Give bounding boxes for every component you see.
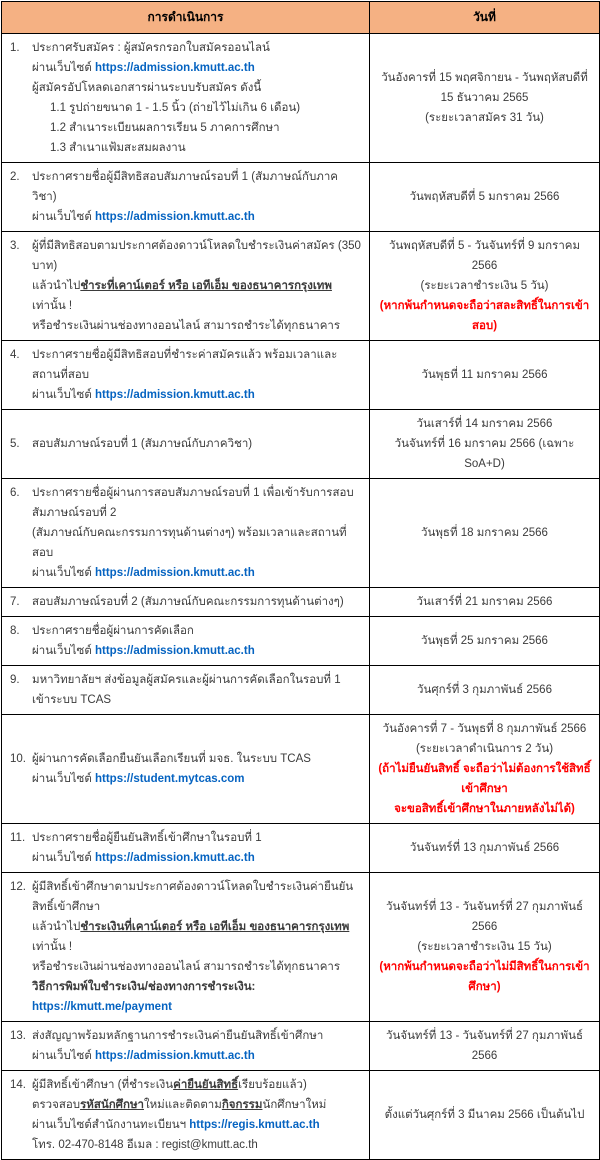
action-line — [10, 1075, 361, 1095]
action-line — [10, 236, 361, 276]
action-line — [10, 592, 361, 612]
date-cell — [370, 163, 600, 232]
action-cell — [2, 873, 370, 1022]
action-cell — [2, 666, 370, 715]
text: ผู้ผ่านการคัดเลือกยืนยันเลือกเรียนที่ มจธ. ในระบบ TCAS — [32, 753, 311, 765]
text: หรือชำระเงินผ่านช่องทางออนไลน์ สามารถชำระได้ทุกธนาคาร — [32, 961, 341, 973]
text: ผ่านเว็บไซต์ — [32, 567, 95, 579]
date-cell — [370, 588, 600, 617]
table-row — [2, 1071, 600, 1160]
table-row — [2, 341, 600, 410]
action-line — [10, 1026, 361, 1046]
row-number: 1. — [10, 42, 20, 54]
date-cell — [370, 666, 600, 715]
date-text: วันอังคารที่ 7 - วันพุธที่ 8 กุมภาพันธ์ 2566 — [382, 723, 587, 735]
date-cell — [370, 232, 600, 341]
text: โทร. 02-470-8148 อีเมล : regist@kmutt.ac.th — [32, 1139, 258, 1151]
row-number: 8. — [10, 625, 20, 637]
row-number: 5. — [10, 438, 20, 450]
text: เท่านั้น ! — [32, 300, 73, 312]
action-line — [10, 977, 361, 1017]
date-cell — [370, 1022, 600, 1071]
date-warning-text: (หากพ้นกำหนดจะถือว่าไม่มีสิทธิ์ในการเข้าศึกษา) — [379, 961, 590, 993]
row-number: 10. — [10, 753, 26, 765]
action-cell — [2, 163, 370, 232]
date-text: วันพุธที่ 11 มกราคม 2566 — [421, 369, 548, 381]
hyperlink[interactable]: https://kmutt.me/payment — [32, 1001, 172, 1013]
action-line — [10, 167, 361, 207]
text: ผ่านเว็บไซต์ — [32, 645, 95, 657]
row-number: 13. — [10, 1030, 26, 1042]
text: ผ่านเว็บไซต์ — [32, 389, 95, 401]
text: ผู้สมัครอัปโหลดเอกสารผ่านระบบรับสมัคร ดังนี้ — [32, 82, 262, 94]
text: ผ่านเว็บไซต์ — [32, 852, 95, 864]
action-line — [10, 1115, 361, 1135]
row-number: 12. — [10, 881, 26, 893]
action-line — [10, 385, 361, 405]
emphasized-underline-text: กิจกรรม — [221, 1099, 263, 1111]
text: แล้วนำไป — [32, 921, 81, 933]
action-line — [10, 207, 361, 227]
date-warning-text: (ถ้าไม่ยืนยันสิทธิ์ จะถือว่าไม่ต้องการใช้สิทธิ์เข้าศึกษา — [378, 763, 591, 795]
text: ประกาศรายชื่อผู้มีสิทธิสอบสัมภาษณ์รอบที่ 1 (สัมภาษณ์กับภาควิชา) — [32, 171, 338, 203]
action-line — [10, 957, 361, 977]
action-line — [10, 670, 361, 710]
table-row — [2, 1022, 600, 1071]
date-text: วันจันทร์ที่ 13 - วันจันทร์ที่ 27 กุมภาพันธ์ 2566 — [386, 901, 583, 933]
action-line — [10, 877, 361, 917]
action-line — [10, 1095, 361, 1115]
date-text: วันศุกร์ที่ 3 กุมภาพันธ์ 2566 — [417, 684, 552, 696]
action-cell — [2, 1022, 370, 1071]
action-line — [10, 434, 361, 454]
action-line — [10, 78, 361, 98]
text: ผู้มีสิทธิ์เข้าศึกษาตามประกาศต้องดาวน์โหลดใบชำระเงินค่ายืนยันสิทธิ์เข้าศึกษา — [32, 881, 354, 913]
row-number: 14. — [10, 1079, 26, 1091]
text: ตรวจสอบ — [32, 1099, 81, 1111]
date-text: วันอังคารที่ 15 พฤศจิกายน - วันพฤหัสบดีที่ 15 ธันวาคม 2565 — [381, 72, 588, 104]
hyperlink[interactable]: https://admission.kmutt.ac.th — [95, 1050, 255, 1062]
table-row — [2, 479, 600, 588]
date-text: วันพุธที่ 25 มกราคม 2566 — [421, 635, 548, 647]
text: ประกาศรับสมัคร : ผู้สมัครกรอกใบสมัครออนไลน์ — [32, 42, 270, 54]
action-cell — [2, 715, 370, 824]
date-text: วันพฤหัสบดีที่ 5 มกราคม 2566 — [409, 191, 560, 203]
text: 1.1 รูปถ่ายขนาด 1 - 1.5 นิ้ว (ถ่ายไว้ไม่เกิน 6 เดือน) — [50, 102, 301, 114]
text: ประกาศรายชื่อผู้ผ่านการสอบสัมภาษณ์รอบที่ 1 เพื่อเข้ารับการสอบสัมภาษณ์รอบที่ 2 — [32, 487, 354, 519]
table-row — [2, 410, 600, 479]
action-line — [10, 1046, 361, 1066]
date-cell — [370, 34, 600, 163]
text: ผู้ที่มีสิทธิสอบตามประกาศต้องดาวน์โหลดใบชำระเงินค่าสมัคร (350 บาท) — [32, 240, 361, 272]
text: สอบสัมภาษณ์รอบที่ 2 (สัมภาษณ์กับคณะกรรมการทุนด้านต่างๆ) — [32, 596, 344, 608]
text: ผ่านเว็บไซต์ — [32, 62, 95, 74]
date-text: ตั้งแต่วันศุกร์ที่ 3 มีนาคม 2566 เป็นต้นไป — [384, 1109, 585, 1121]
table-row — [2, 824, 600, 873]
action-line — [10, 523, 361, 563]
row-number: 2. — [10, 171, 20, 183]
row-number: 6. — [10, 487, 20, 499]
date-text: วันจันทร์ที่ 16 มกราคม 2566 (เฉพาะ SoA+D) — [394, 438, 575, 470]
date-cell — [370, 617, 600, 666]
row-number: 9. — [10, 674, 20, 686]
emphasized-underline-text: ชำระที่เคาน์เตอร์ หรือ เอทีเอ็ม ของธนาคารกรุงเทพ — [80, 280, 332, 292]
date-cell — [370, 479, 600, 588]
date-cell — [370, 1071, 600, 1160]
hyperlink[interactable]: https://admission.kmutt.ac.th — [95, 645, 255, 657]
date-cell — [370, 824, 600, 873]
date-text: (ระยะเวลาชำระเงิน 5 วัน) — [420, 280, 549, 292]
action-line — [10, 828, 361, 848]
action-cell — [2, 410, 370, 479]
table-row — [2, 715, 600, 824]
hyperlink[interactable]: https://regis.kmutt.ac.th — [189, 1119, 320, 1131]
action-cell — [2, 341, 370, 410]
date-text: วันพฤหัสบดีที่ 5 - วันจันทร์ที่ 9 มกราคม 2566 — [388, 240, 581, 272]
date-text: วันจันทร์ที่ 13 กุมภาพันธ์ 2566 — [409, 842, 560, 854]
row-number: 11. — [10, 832, 26, 844]
text: ส่งสัญญาพร้อมหลักฐานการชำระเงินค่ายืนยันสิทธิ์เข้าศึกษา — [32, 1030, 324, 1042]
header-row — [2, 2, 600, 34]
action-line — [10, 848, 361, 868]
date-warning-text: (หากพ้นกำหนดจะถือว่าสละสิทธิ์ในการเข้าสอบ) — [379, 300, 590, 332]
table-header — [2, 2, 600, 34]
action-line — [10, 641, 361, 661]
date-cell — [370, 410, 600, 479]
action-line — [10, 769, 361, 789]
action-line — [10, 749, 361, 769]
table-row — [2, 873, 600, 1022]
action-line — [10, 563, 361, 583]
action-cell — [2, 34, 370, 163]
action-cell — [2, 1071, 370, 1160]
row-number: 7. — [10, 596, 20, 608]
text: สอบสัมภาษณ์รอบที่ 1 (สัมภาษณ์กับภาควิชา) — [32, 438, 253, 450]
emphasized-underline-text: รหัสนักศึกษา — [80, 1099, 144, 1111]
action-cell — [2, 824, 370, 873]
admission-schedule-table — [1, 1, 600, 1160]
text: ผ่านเว็บไซต์ — [32, 1050, 95, 1062]
hyperlink[interactable]: https://admission.kmutt.ac.th — [95, 211, 255, 223]
date-cell — [370, 341, 600, 410]
table-row — [2, 34, 600, 163]
action-line — [10, 316, 361, 336]
bold-text: วิธีการพิมพ์ใบชำระเงิน/ช่องทางการชำระเงิน: — [32, 981, 256, 993]
header-date-column: วันที่ — [370, 2, 600, 34]
table-row — [2, 617, 600, 666]
action-line — [10, 917, 361, 957]
text: มหาวิทยาลัยฯ ส่งข้อมูลผู้สมัครและผู้ผ่านการคัดเลือกในรอบที่ 1 เข้าระบบ TCAS — [32, 674, 341, 706]
hyperlink[interactable]: https://student.mytcas.com — [95, 773, 245, 785]
row-number: 3. — [10, 240, 20, 252]
date-text: วันเสาร์ที่ 14 มกราคม 2566 — [416, 418, 553, 430]
table-row — [2, 232, 600, 341]
action-cell — [2, 617, 370, 666]
date-text: (ระยะเวลาดำเนินการ 2 วัน) — [415, 743, 554, 755]
action-cell — [2, 479, 370, 588]
hyperlink[interactable]: https://admission.kmutt.ac.th — [95, 389, 255, 401]
text: ใหม่และติดตาม — [143, 1099, 222, 1111]
text: 1.2 สำเนาระเบียนผลการเรียน 5 ภาคการศึกษา — [50, 122, 280, 134]
text: ประกาศรายชื่อผู้มีสิทธิสอบที่ชำระค่าสมัครแล้ว พร้อมเวลาและสถานที่สอบ — [32, 349, 338, 381]
text: 1.3 สำเนาแฟ้มสะสมผลงาน — [50, 142, 186, 154]
action-line — [10, 138, 361, 158]
text: ประกาศรายชื่อผู้ยืนยันสิทธิ์เข้าศึกษาในรอบที่ 1 — [32, 832, 262, 844]
table-row — [2, 588, 600, 617]
date-text: วันเสาร์ที่ 21 มกราคม 2566 — [416, 596, 553, 608]
hyperlink[interactable]: https://admission.kmutt.ac.th — [95, 567, 255, 579]
action-line — [10, 38, 361, 58]
text: นักศึกษาใหม่ — [262, 1099, 327, 1111]
emphasized-underline-text: ค่ายืนยันสิทธิ์ — [173, 1079, 239, 1091]
text: ผ่านเว็บไซต์ — [32, 211, 95, 223]
action-line — [10, 276, 361, 316]
action-cell — [2, 232, 370, 341]
action-line — [10, 345, 361, 385]
date-text: (ระยะเวลาสมัคร 31 วัน) — [425, 112, 544, 124]
header-action-column: การดำเนินการ — [2, 2, 370, 34]
action-line — [10, 1135, 361, 1155]
date-text: (ระยะเวลาชำระเงิน 15 วัน) — [417, 941, 552, 953]
hyperlink[interactable]: https://admission.kmutt.ac.th — [95, 852, 255, 864]
text: ผู้มีสิทธิ์เข้าศึกษา (ที่ชำระเงิน — [32, 1079, 174, 1091]
text: แล้วนำไป — [32, 280, 81, 292]
action-line — [10, 483, 361, 523]
table-row — [2, 163, 600, 232]
date-text: วันจันทร์ที่ 13 - วันจันทร์ที่ 27 กุมภาพันธ์ 2566 — [386, 1030, 583, 1062]
text: ผ่านเว็บไซต์สำนักงานทะเบียนฯ — [32, 1119, 190, 1131]
text: ผ่านเว็บไซต์ — [32, 773, 95, 785]
text: (สัมภาษณ์กับคณะกรรมการทุนด้านต่างๆ) พร้อมเวลาและสถานที่สอบ — [32, 527, 347, 559]
action-line — [10, 58, 361, 78]
table-row — [2, 666, 600, 715]
action-line — [10, 118, 361, 138]
date-warning-text: จะขอสิทธิ์เข้าศึกษาในภายหลังไม่ได้) — [394, 803, 575, 815]
action-cell — [2, 588, 370, 617]
action-line — [10, 621, 361, 641]
text: เท่านั้น ! — [32, 941, 73, 953]
date-cell — [370, 873, 600, 1022]
text: ประกาศรายชื่อผู้ผ่านการคัดเลือก — [32, 625, 194, 637]
text: เรียบร้อยแล้ว) — [238, 1079, 307, 1091]
row-number: 4. — [10, 349, 20, 361]
text: หรือชำระเงินผ่านช่องทางออนไลน์ สามารถชำระได้ทุกธนาคาร — [32, 320, 341, 332]
table-body — [2, 34, 600, 1160]
date-text: วันพุธที่ 18 มกราคม 2566 — [421, 527, 548, 539]
action-line — [10, 98, 361, 118]
hyperlink[interactable]: https://admission.kmutt.ac.th — [95, 62, 255, 74]
emphasized-underline-text: ชำระเงินที่เคาน์เตอร์ หรือ เอทีเอ็ม ของธนาคารกรุงเทพ — [80, 921, 350, 933]
date-cell — [370, 715, 600, 824]
